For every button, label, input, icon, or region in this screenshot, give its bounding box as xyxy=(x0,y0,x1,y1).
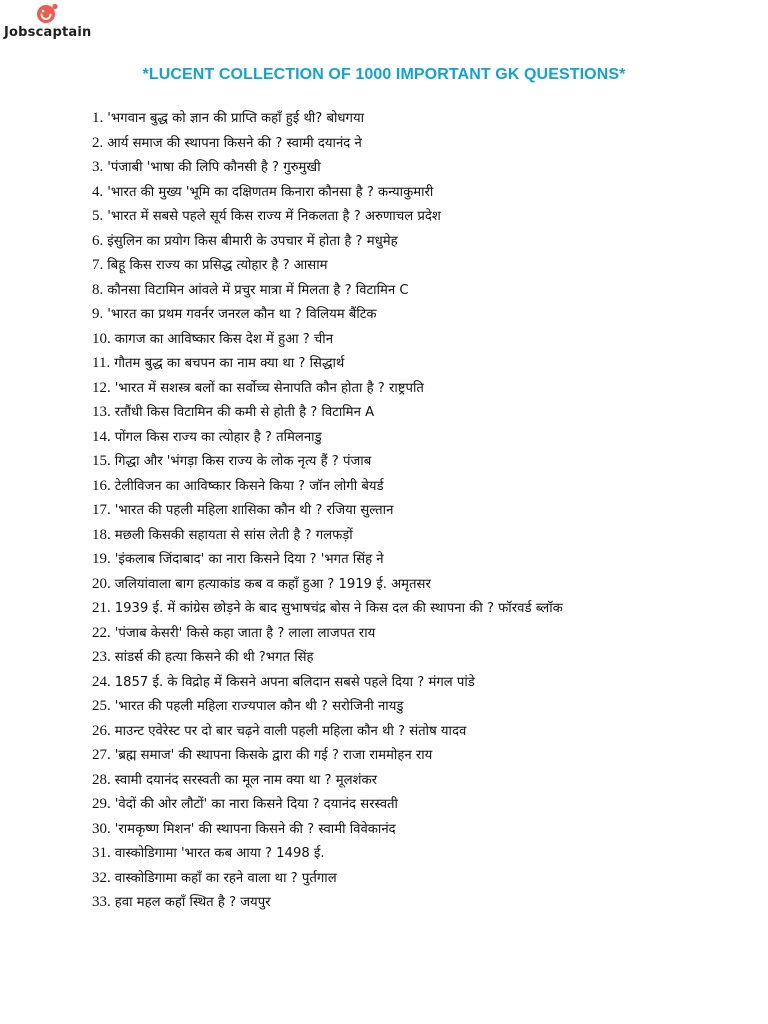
question-text: 'भारत में सशस्त्र बलों का सर्वोच्च सेनापति कौन होता है ? राष्ट्रपति xyxy=(114,380,424,396)
question-number: 16. xyxy=(92,477,111,494)
jobscaptain-logo-icon xyxy=(34,2,64,26)
question-item xyxy=(92,155,752,180)
question-text: 'रामकृष्ण मिशन' की स्थापना किसने की ? स्वामी विवेकानंद xyxy=(114,821,396,837)
question-number: 21. xyxy=(92,600,111,616)
question-item xyxy=(92,376,752,401)
question-item xyxy=(92,449,752,474)
question-number: 23. xyxy=(92,649,111,665)
question-number: 29. xyxy=(92,796,111,812)
question-text: 'भारत की मुख्य 'भूमि का दक्षिणतम किनारा कौनसा है ? कन्याकुमारी xyxy=(107,184,434,200)
question-text: जलियांवाला बाग हत्याकांड कब व कहाँ हुआ ? 1919 ई. अमृतसर xyxy=(114,576,431,592)
question-number: 2. xyxy=(92,134,104,151)
question-text: 'भारत का प्रथम गवर्नर जनरल कौन था ? विलियम बैंटिक xyxy=(107,307,377,322)
question-number: 14. xyxy=(92,428,111,445)
question-item xyxy=(92,523,752,548)
question-item xyxy=(92,670,752,695)
question-text: 'इंकलाब जिंदाबाद' का नारा किसने दिया ? 'भगत सिंह ने xyxy=(114,552,384,567)
question-item xyxy=(92,719,752,744)
question-item xyxy=(92,229,752,254)
question-text: 'भारत की पहली महिला राज्यपाल कौन थी ? सरोजिनी नायडु xyxy=(114,699,404,714)
question-text: बिहू किस राज्य का प्रसिद्ध त्योहार है ? आसाम xyxy=(107,258,328,273)
question-item xyxy=(92,302,752,327)
question-number: 19. xyxy=(92,551,111,567)
question-item xyxy=(92,866,752,891)
brand-name: Jobscaptain xyxy=(4,25,92,40)
question-item xyxy=(92,425,752,450)
question-number: 3. xyxy=(92,159,104,175)
question-number: 8. xyxy=(92,281,104,298)
question-number: 18. xyxy=(92,526,111,543)
question-text: गौतम बुद्ध का बचपन का नाम क्या था ? सिद्धार्थ xyxy=(114,356,345,371)
question-text: टेलीविजन का आविष्कार किसने किया ? जॉन लोगी बेयर्ड xyxy=(114,478,384,494)
question-number: 11. xyxy=(92,355,111,371)
question-number: 9. xyxy=(92,306,104,322)
question-number: 4. xyxy=(92,183,104,200)
question-text: 1939 ई. में कांग्रेस छोड़ने के बाद सुभाषचंद्र बोस ने किस दल की स्थापना की ? फॉरवर्ड ब्लॉक xyxy=(114,601,563,616)
question-text: कागज का आविष्कार किस देश में हुआ ? चीन xyxy=(114,331,334,347)
question-number: 32. xyxy=(92,869,111,886)
question-number: 5. xyxy=(92,208,104,224)
question-list xyxy=(92,106,752,915)
question-text: 'भगवान बुद्ध को ज्ञान की प्राप्ति कहाँ हुई थी? बोधगया xyxy=(107,111,365,126)
question-text: हवा महल कहाँ स्थित है ? जयपुर xyxy=(114,895,271,910)
question-item xyxy=(92,253,752,278)
question-number: 7. xyxy=(92,257,104,273)
question-item xyxy=(92,645,752,670)
question-item xyxy=(92,792,752,817)
question-item xyxy=(92,498,752,523)
question-item xyxy=(92,180,752,205)
question-number: 12. xyxy=(92,379,111,396)
question-item xyxy=(92,327,752,352)
question-text: माउन्ट एवेरेस्ट पर दो बार चढ़ने वाली पहली महिला कौन थी ? संतोष यादव xyxy=(114,723,467,739)
question-number: 31. xyxy=(92,845,111,861)
question-text: वास्कोडिगामा 'भारत कब आया ? 1498 ई. xyxy=(114,846,325,861)
question-number: 25. xyxy=(92,698,111,714)
question-item xyxy=(92,400,752,425)
jobscaptain-logo[interactable] xyxy=(4,2,104,44)
question-number: 15. xyxy=(92,453,111,469)
question-item xyxy=(92,743,752,768)
question-text: गिद्धा और 'भंगड़ा किस राज्य के लोक नृत्य हैं ? पंजाब xyxy=(114,454,372,469)
question-item xyxy=(92,204,752,229)
question-text: पोंगल किस राज्य का त्योहार है ? तमिलनाडु xyxy=(114,429,322,445)
question-text: रतौंधी किस विटामिन की कमी से होती है ? विटामिन A xyxy=(114,405,375,420)
question-item xyxy=(92,621,752,646)
question-text: 'पंजाबी 'भाषा की लिपि कौनसी है ? गुरुमुखी xyxy=(107,160,321,175)
question-text: 'ब्रह्म समाज' की स्थापना किसके द्वारा की गई ? राजा राममोहन राय xyxy=(114,748,433,763)
question-item xyxy=(92,474,752,499)
question-item xyxy=(92,106,752,131)
question-item xyxy=(92,890,752,915)
question-number: 30. xyxy=(92,820,111,837)
question-number: 10. xyxy=(92,330,111,347)
question-number: 27. xyxy=(92,747,111,763)
question-text: 1857 ई. के विद्रोह में किसने अपना बलिदान सबसे पहले दिया ? मंगल पांडे xyxy=(114,674,475,690)
question-number: 1. xyxy=(92,110,104,126)
question-number: 13. xyxy=(92,404,111,420)
question-text: आर्य समाज की स्थापना किसने की ? स्वामी दयानंद ने xyxy=(107,135,362,151)
question-item xyxy=(92,768,752,793)
document-title: *LUCENT COLLECTION OF 1000 IMPORTANT GK QUESTIONS* xyxy=(142,66,626,83)
question-text: 'वेदों की ओर लौटों' का नारा किसने दिया ? दयानंद सरस्वती xyxy=(114,797,398,812)
question-item xyxy=(92,817,752,842)
question-number: 17. xyxy=(92,502,111,518)
question-number: 20. xyxy=(92,575,111,592)
question-number: 6. xyxy=(92,232,104,249)
question-text: इंसुलिन का प्रयोग किस बीमारी के उपचार में होता है ? मधुमेह xyxy=(107,233,398,249)
question-number: 24. xyxy=(92,673,111,690)
question-text: कौनसा विटामिन आंवले में प्रचुर मात्रा में मिलता है ? विटामिन C xyxy=(107,282,409,298)
question-item xyxy=(92,131,752,156)
question-text: सांडर्स की हत्या किसने की थी ?भगत सिंह xyxy=(114,650,314,665)
question-item xyxy=(92,572,752,597)
question-text: 'भारत की पहली महिला शासिका कौन थी ? रजिया सुल्तान xyxy=(114,503,394,518)
question-number: 22. xyxy=(92,624,111,641)
question-item xyxy=(92,841,752,866)
question-item xyxy=(92,596,752,621)
question-item xyxy=(92,278,752,303)
question-text: 'पंजाब केसरी' किसे कहा जाता है ? लाला लाजपत राय xyxy=(114,625,376,641)
question-number: 26. xyxy=(92,722,111,739)
question-item xyxy=(92,547,752,572)
question-text: स्वामी दयानंद सरस्वती का मूल नाम क्या था ? मूलशंकर xyxy=(114,772,378,788)
question-item xyxy=(92,694,752,719)
question-number: 28. xyxy=(92,771,111,788)
question-text: 'भारत में सबसे पहले सूर्य किस राज्य में निकलता है ? अरुणाचल प्रदेश xyxy=(107,209,441,224)
question-text: मछली किसकी सहायता से सांस लेती है ? गलफड़ों xyxy=(114,527,353,543)
question-item xyxy=(92,351,752,376)
question-number: 33. xyxy=(92,894,111,910)
question-text: वास्कोडिगामा कहाँ का रहने वाला था ? पुर्तगाल xyxy=(114,870,337,886)
